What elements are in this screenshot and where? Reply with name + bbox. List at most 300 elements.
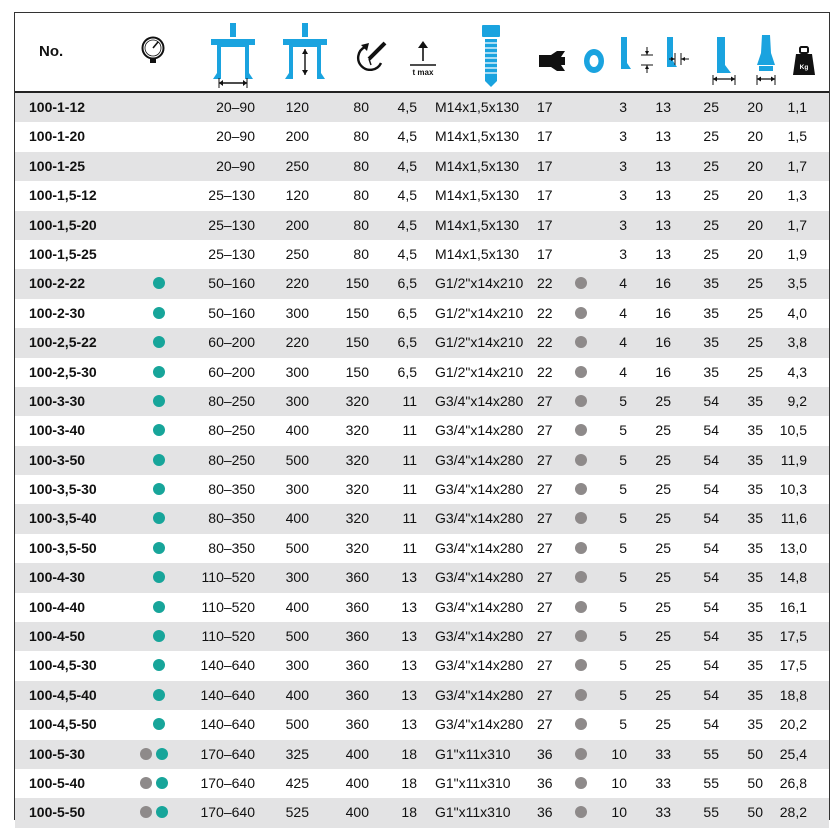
jaw-width-cell: 55 xyxy=(703,774,719,791)
weight-cell: 4,0 xyxy=(787,304,807,321)
wrench-size-cell: 22 xyxy=(537,334,553,351)
jaw-hook-cell: 16 xyxy=(655,363,671,380)
spindle-thread-cell: G3/4"x14x280 xyxy=(435,539,524,556)
jaw-thickness-cell: 35 xyxy=(747,481,763,498)
jaw-depth-cell: 5 xyxy=(619,539,627,556)
availability-dots xyxy=(135,651,179,680)
availability-dots xyxy=(135,740,179,769)
jaw-hook-cell: 16 xyxy=(655,304,671,321)
pull-force-cell: 320 xyxy=(345,481,369,498)
span-range-cell: 140–640 xyxy=(200,686,255,703)
wrench-size-cell: 27 xyxy=(537,716,553,733)
jaw-width-cell: 35 xyxy=(703,334,719,351)
jaw-thickness-cell: 20 xyxy=(747,99,763,115)
pull-force-cell: 320 xyxy=(345,392,369,409)
table-row xyxy=(15,504,829,533)
item-number-cell: 100-3-30 xyxy=(29,392,86,409)
jaw-depth-cell: 3 xyxy=(619,99,627,115)
jaw-length-cell: 220 xyxy=(285,275,309,292)
item-number-cell: 100-1,5-25 xyxy=(29,245,97,262)
spindle-thread-cell: G3/4"x14x280 xyxy=(435,716,524,733)
teal-dot-icon xyxy=(153,718,165,730)
teal-dot-icon xyxy=(153,689,165,701)
jaw-length-cell: 200 xyxy=(285,216,309,233)
jaw-thickness-cell: 20 xyxy=(747,216,763,233)
jaw-thickness-cell: 35 xyxy=(747,451,763,468)
table-row xyxy=(15,152,829,181)
teal-dot-icon xyxy=(153,454,165,466)
item-number-cell: 100-3,5-50 xyxy=(29,539,97,556)
jaw-width-cell: 35 xyxy=(703,304,719,321)
jaw-width-cell: 55 xyxy=(703,804,719,821)
weight-cell: 4,3 xyxy=(787,363,807,380)
jaw-length-cell: 400 xyxy=(285,510,309,527)
grey-dot-icon xyxy=(140,806,152,818)
weight-cell: 3,8 xyxy=(787,334,807,351)
pull-force-cell: 400 xyxy=(345,745,369,762)
availability-dots xyxy=(135,152,179,181)
jaw-thickness-cell: 35 xyxy=(747,598,763,615)
jaw-thickness-cell: 20 xyxy=(747,187,763,204)
jaw-hook-cell: 33 xyxy=(655,745,671,762)
jaw-depth-cell: 5 xyxy=(619,569,627,586)
availability-dots xyxy=(135,475,179,504)
jaw-hook-cell: 25 xyxy=(655,628,671,645)
weight-cell: 1,1 xyxy=(787,99,807,115)
spindle-thread-cell: G3/4"x14x280 xyxy=(435,598,524,615)
table-row xyxy=(15,563,829,592)
table-row xyxy=(15,446,829,475)
pull-force-cell: 150 xyxy=(345,363,369,380)
spindle-thread-cell: G3/4"x14x280 xyxy=(435,510,524,527)
jaw-thickness-cell: 35 xyxy=(747,422,763,439)
jaw-depth-cell: 3 xyxy=(619,157,627,174)
jaw-thickness-cell: 35 xyxy=(747,716,763,733)
availability-dots xyxy=(135,328,179,357)
pull-force-cell: 360 xyxy=(345,686,369,703)
teal-dot-icon xyxy=(153,512,165,524)
spindle-thread-cell: G3/4"x14x280 xyxy=(435,481,524,498)
table-row xyxy=(15,181,829,210)
grey-dot-icon xyxy=(575,748,587,760)
item-number-cell: 100-3,5-30 xyxy=(29,481,97,498)
teal-dot-icon xyxy=(153,630,165,642)
weight-cell: 28,2 xyxy=(779,804,807,821)
spindle-thread-cell: G1/2"x14x210 xyxy=(435,363,524,380)
jaw-length-cell: 250 xyxy=(285,157,309,174)
weight-cell: 1,9 xyxy=(787,245,807,262)
max-torque-cell: 4,5 xyxy=(397,99,417,115)
jaw-width-cell: 54 xyxy=(703,451,719,468)
availability-dots xyxy=(135,593,179,622)
max-torque-cell: 13 xyxy=(401,716,417,733)
table-row xyxy=(15,475,829,504)
socket-availability xyxy=(573,358,589,387)
span-range-cell: 110–520 xyxy=(201,569,255,586)
grey-dot-icon xyxy=(140,777,152,789)
pull-force-cell: 320 xyxy=(345,422,369,439)
availability-dots xyxy=(135,299,179,328)
teal-dot-icon xyxy=(153,336,165,348)
jaw-hook-cell: 25 xyxy=(655,392,671,409)
jaw-width-cell: 25 xyxy=(703,157,719,174)
span-range-cell: 170–640 xyxy=(200,745,255,762)
kg-label: Kg xyxy=(799,64,809,71)
socket-availability xyxy=(573,710,589,739)
jaw-depth-cell: 4 xyxy=(619,334,627,351)
socket-availability xyxy=(573,269,589,298)
socket-availability xyxy=(573,211,589,240)
availability-dots xyxy=(135,798,179,827)
pull-force-cell: 80 xyxy=(353,99,369,115)
socket-availability xyxy=(573,563,589,592)
grey-dot-icon xyxy=(575,366,587,378)
weight-cell: 3,5 xyxy=(787,275,807,292)
span-range-cell: 140–640 xyxy=(200,657,255,674)
max-torque-cell: 11 xyxy=(402,510,417,527)
table-row xyxy=(15,593,829,622)
spindle-thread-cell: G1/2"x14x210 xyxy=(435,334,524,351)
wrench-size-cell: 27 xyxy=(537,598,553,615)
weight-cell: 20,2 xyxy=(779,716,807,733)
max-torque-cell: 11 xyxy=(402,539,417,556)
jaw-thickness-icon xyxy=(751,33,781,91)
item-number-cell: 100-2-22 xyxy=(29,275,86,292)
jaw-depth-cell: 4 xyxy=(619,363,627,380)
spindle-thread-cell: G3/4"x14x280 xyxy=(435,628,524,645)
wrench-size-cell: 17 xyxy=(537,245,553,262)
span-range-cell: 25–130 xyxy=(208,245,255,262)
socket-availability xyxy=(573,622,589,651)
grey-dot-icon xyxy=(575,689,587,701)
grey-dot-icon xyxy=(575,512,587,524)
jaw-thickness-cell: 20 xyxy=(747,157,763,174)
jaw-width-cell: 54 xyxy=(703,657,719,674)
jaw-length-cell: 300 xyxy=(285,392,309,409)
weight-cell: 1,3 xyxy=(787,187,807,204)
teal-dot-icon xyxy=(153,483,165,495)
table-header xyxy=(15,13,829,93)
span-range-cell: 110–520 xyxy=(201,598,255,615)
span-range-cell: 50–160 xyxy=(208,275,255,292)
grey-dot-icon xyxy=(140,748,152,760)
pull-force-cell: 360 xyxy=(345,569,369,586)
wrench-size-cell: 36 xyxy=(537,745,553,762)
teal-dot-icon xyxy=(153,424,165,436)
item-number-cell: 100-5-40 xyxy=(29,774,86,791)
wrench-size-cell: 22 xyxy=(537,363,553,380)
teal-dot-icon xyxy=(153,659,165,671)
jaw-width-cell: 35 xyxy=(703,363,719,380)
spec-table xyxy=(14,12,830,820)
max-torque-cell: 4,5 xyxy=(397,245,417,262)
jaw-depth-cell: 3 xyxy=(619,216,627,233)
jaw-width-cell: 25 xyxy=(703,187,719,204)
jaw-width-cell: 54 xyxy=(703,569,719,586)
jaw-hook-cell: 33 xyxy=(655,774,671,791)
grey-dot-icon xyxy=(575,424,587,436)
jaw-hook-cell: 13 xyxy=(655,128,671,145)
jaw-hook-cell: 25 xyxy=(655,686,671,703)
jaw-depth-icon xyxy=(617,35,655,85)
span-range-cell: 25–130 xyxy=(208,216,255,233)
availability-dots xyxy=(135,240,179,269)
force-icon xyxy=(355,37,391,77)
wrench-size-cell: 17 xyxy=(537,216,553,233)
item-number-cell: 100-1,5-12 xyxy=(29,187,97,204)
max-torque-cell: 11 xyxy=(402,392,417,409)
jaw-length-cell: 120 xyxy=(285,99,309,115)
puller-length-icon xyxy=(279,21,331,91)
max-torque-cell: 13 xyxy=(401,657,417,674)
pull-force-cell: 150 xyxy=(345,304,369,321)
jaw-depth-cell: 5 xyxy=(619,598,627,615)
jaw-thickness-cell: 50 xyxy=(747,804,763,821)
wrench-size-cell: 36 xyxy=(537,804,553,821)
jaw-thickness-cell: 50 xyxy=(747,745,763,762)
socket-availability xyxy=(573,387,589,416)
spindle-thread-cell: M14x1,5x130 xyxy=(435,157,520,174)
jaw-length-cell: 500 xyxy=(285,716,309,733)
spindle-thread-cell: G1"x11x310 xyxy=(435,774,511,791)
jaw-length-cell: 325 xyxy=(285,745,309,762)
jaw-hook-cell: 33 xyxy=(655,804,671,821)
jaw-hook-icon xyxy=(661,35,699,85)
table-body xyxy=(15,93,829,828)
max-torque-cell: 6,5 xyxy=(397,363,417,380)
jaw-width-cell: 25 xyxy=(703,245,719,262)
pull-force-cell: 80 xyxy=(353,216,369,233)
max-torque-cell: 6,5 xyxy=(397,334,417,351)
spindle-thread-cell: M14x1,5x130 xyxy=(435,245,520,262)
teal-dot-icon xyxy=(153,571,165,583)
jaw-depth-cell: 4 xyxy=(619,275,627,292)
pull-force-cell: 360 xyxy=(345,598,369,615)
jaw-thickness-cell: 25 xyxy=(747,334,763,351)
teal-dot-icon xyxy=(153,366,165,378)
jaw-depth-cell: 5 xyxy=(619,716,627,733)
socket-availability xyxy=(573,769,589,798)
max-torque-cell: 11 xyxy=(402,451,417,468)
grey-dot-icon xyxy=(575,454,587,466)
spindle-thread-cell: G3/4"x14x280 xyxy=(435,657,524,674)
pull-force-cell: 320 xyxy=(345,451,369,468)
spindle-thread-cell: M14x1,5x130 xyxy=(435,128,520,145)
jaw-hook-cell: 13 xyxy=(655,216,671,233)
jaw-thickness-cell: 25 xyxy=(747,275,763,292)
table-row xyxy=(15,416,829,445)
weight-icon xyxy=(791,45,817,81)
socket-availability xyxy=(573,446,589,475)
pull-force-cell: 400 xyxy=(345,774,369,791)
weight-cell: 11,9 xyxy=(780,451,807,468)
jaw-width-cell: 54 xyxy=(703,392,719,409)
item-number-cell: 100-4,5-30 xyxy=(29,657,97,674)
max-torque-cell: 11 xyxy=(402,481,417,498)
spindle-thread-cell: M14x1,5x130 xyxy=(435,187,520,204)
socket-availability xyxy=(573,122,589,151)
pull-force-cell: 80 xyxy=(353,187,369,204)
jaw-width-cell: 54 xyxy=(703,686,719,703)
jaw-depth-cell: 5 xyxy=(619,510,627,527)
jaw-length-cell: 425 xyxy=(285,774,309,791)
span-range-cell: 80–350 xyxy=(208,539,255,556)
max-torque-cell: 13 xyxy=(401,628,417,645)
socket-icon xyxy=(581,47,607,77)
jaw-length-cell: 300 xyxy=(285,304,309,321)
table-row xyxy=(15,358,829,387)
jaw-hook-cell: 25 xyxy=(655,716,671,733)
item-number-cell: 100-4,5-50 xyxy=(29,716,97,733)
socket-availability xyxy=(573,504,589,533)
socket-availability xyxy=(573,299,589,328)
item-number-cell: 100-3,5-40 xyxy=(29,510,97,527)
table-row xyxy=(15,769,829,798)
jaw-thickness-cell: 35 xyxy=(747,510,763,527)
puller-span-icon xyxy=(207,21,259,91)
jaw-thickness-cell: 25 xyxy=(747,304,763,321)
item-number-cell: 100-4-30 xyxy=(29,569,86,586)
jaw-length-cell: 120 xyxy=(285,187,309,204)
max-torque-cell: 4,5 xyxy=(397,157,417,174)
gauge-icon xyxy=(139,35,167,71)
jaw-width-cell: 54 xyxy=(703,598,719,615)
spindle-thread-cell: G3/4"x14x280 xyxy=(435,392,524,409)
jaw-hook-cell: 13 xyxy=(655,99,671,115)
spindle-thread-cell: G1/2"x14x210 xyxy=(435,304,524,321)
jaw-thickness-cell: 35 xyxy=(747,686,763,703)
spindle-thread-cell: G3/4"x14x280 xyxy=(435,569,524,586)
grey-dot-icon xyxy=(575,395,587,407)
span-range-cell: 80–250 xyxy=(208,392,255,409)
table-row xyxy=(15,328,829,357)
teal-dot-icon xyxy=(153,601,165,613)
item-number-cell: 100-2,5-30 xyxy=(29,363,97,380)
wrench-size-cell: 17 xyxy=(537,157,553,174)
spindle-icon xyxy=(479,23,503,93)
span-range-cell: 20–90 xyxy=(216,157,255,174)
availability-dots xyxy=(135,358,179,387)
weight-cell: 11,6 xyxy=(780,510,807,527)
span-range-cell: 140–640 xyxy=(200,716,255,733)
grey-dot-icon xyxy=(575,336,587,348)
wrench-size-cell: 27 xyxy=(537,481,553,498)
table-row xyxy=(15,622,829,651)
span-range-cell: 110–520 xyxy=(201,628,255,645)
pull-force-cell: 150 xyxy=(345,334,369,351)
jaw-length-cell: 220 xyxy=(285,334,309,351)
max-torque-cell: 18 xyxy=(401,745,417,762)
table-row xyxy=(15,534,829,563)
socket-availability xyxy=(573,240,589,269)
column-header-no: No. xyxy=(39,43,64,60)
item-number-cell: 100-2,5-22 xyxy=(29,334,97,351)
jaw-length-cell: 400 xyxy=(285,686,309,703)
jaw-length-cell: 250 xyxy=(285,245,309,262)
jaw-thickness-cell: 35 xyxy=(747,392,763,409)
wrench-size-cell: 27 xyxy=(537,422,553,439)
grey-dot-icon xyxy=(575,777,587,789)
weight-cell: 17,5 xyxy=(779,628,807,645)
max-torque-cell: 4,5 xyxy=(397,128,417,145)
socket-availability xyxy=(573,651,589,680)
weight-cell: 16,1 xyxy=(779,598,807,615)
spindle-thread-cell: G1"x11x310 xyxy=(435,745,511,762)
span-range-cell: 80–250 xyxy=(208,451,255,468)
max-torque-cell: 13 xyxy=(401,569,417,586)
jaw-width-cell: 25 xyxy=(703,216,719,233)
socket-availability xyxy=(573,181,589,210)
teal-dot-icon xyxy=(153,542,165,554)
jaw-thickness-cell: 25 xyxy=(747,363,763,380)
grey-dot-icon xyxy=(575,277,587,289)
span-range-cell: 80–350 xyxy=(208,481,255,498)
socket-availability xyxy=(573,152,589,181)
jaw-width-cell: 25 xyxy=(703,128,719,145)
span-range-cell: 25–130 xyxy=(208,187,255,204)
pull-force-cell: 320 xyxy=(345,539,369,556)
item-number-cell: 100-5-30 xyxy=(29,745,86,762)
weight-cell: 25,4 xyxy=(779,745,807,762)
spindle-thread-cell: G3/4"x14x280 xyxy=(435,422,524,439)
weight-cell: 1,7 xyxy=(787,157,807,174)
jaw-hook-cell: 25 xyxy=(655,510,671,527)
span-range-cell: 170–640 xyxy=(200,774,255,791)
weight-cell: 13,0 xyxy=(779,539,807,556)
jaw-hook-cell: 25 xyxy=(655,569,671,586)
pull-force-cell: 80 xyxy=(353,128,369,145)
max-torque-cell: 6,5 xyxy=(397,304,417,321)
jaw-thickness-cell: 35 xyxy=(747,539,763,556)
jaw-hook-cell: 16 xyxy=(655,334,671,351)
socket-availability xyxy=(573,740,589,769)
max-torque-cell: 11 xyxy=(402,422,417,439)
wrench-size-cell: 27 xyxy=(537,686,553,703)
span-range-cell: 80–250 xyxy=(208,422,255,439)
jaw-depth-cell: 4 xyxy=(619,304,627,321)
weight-cell: 9,2 xyxy=(787,392,807,409)
table-row xyxy=(15,387,829,416)
grey-dot-icon xyxy=(575,718,587,730)
jaw-depth-cell: 5 xyxy=(619,628,627,645)
jaw-hook-cell: 25 xyxy=(655,657,671,674)
item-number-cell: 100-1-12 xyxy=(29,99,86,115)
jaw-width-cell: 54 xyxy=(703,481,719,498)
teal-dot-icon xyxy=(153,277,165,289)
spindle-thread-cell: G1"x11x310 xyxy=(435,804,511,821)
spindle-thread-cell: G1/2"x14x210 xyxy=(435,275,524,292)
max-torque-cell: 18 xyxy=(401,804,417,821)
spindle-thread-cell: M14x1,5x130 xyxy=(435,99,520,115)
spindle-thread-cell: M14x1,5x130 xyxy=(435,216,520,233)
jaw-width-icon xyxy=(709,35,739,91)
pull-force-cell: 150 xyxy=(345,275,369,292)
jaw-depth-cell: 3 xyxy=(619,187,627,204)
grey-dot-icon xyxy=(575,659,587,671)
jaw-depth-cell: 5 xyxy=(619,657,627,674)
jaw-depth-cell: 3 xyxy=(619,128,627,145)
table-row xyxy=(15,93,829,122)
availability-dots xyxy=(135,269,179,298)
table-row xyxy=(15,681,829,710)
socket-availability xyxy=(573,534,589,563)
socket-availability xyxy=(573,681,589,710)
wrench-size-cell: 27 xyxy=(537,657,553,674)
jaw-thickness-cell: 35 xyxy=(747,657,763,674)
pull-force-cell: 360 xyxy=(345,716,369,733)
availability-dots xyxy=(135,534,179,563)
span-range-cell: 80–350 xyxy=(208,510,255,527)
